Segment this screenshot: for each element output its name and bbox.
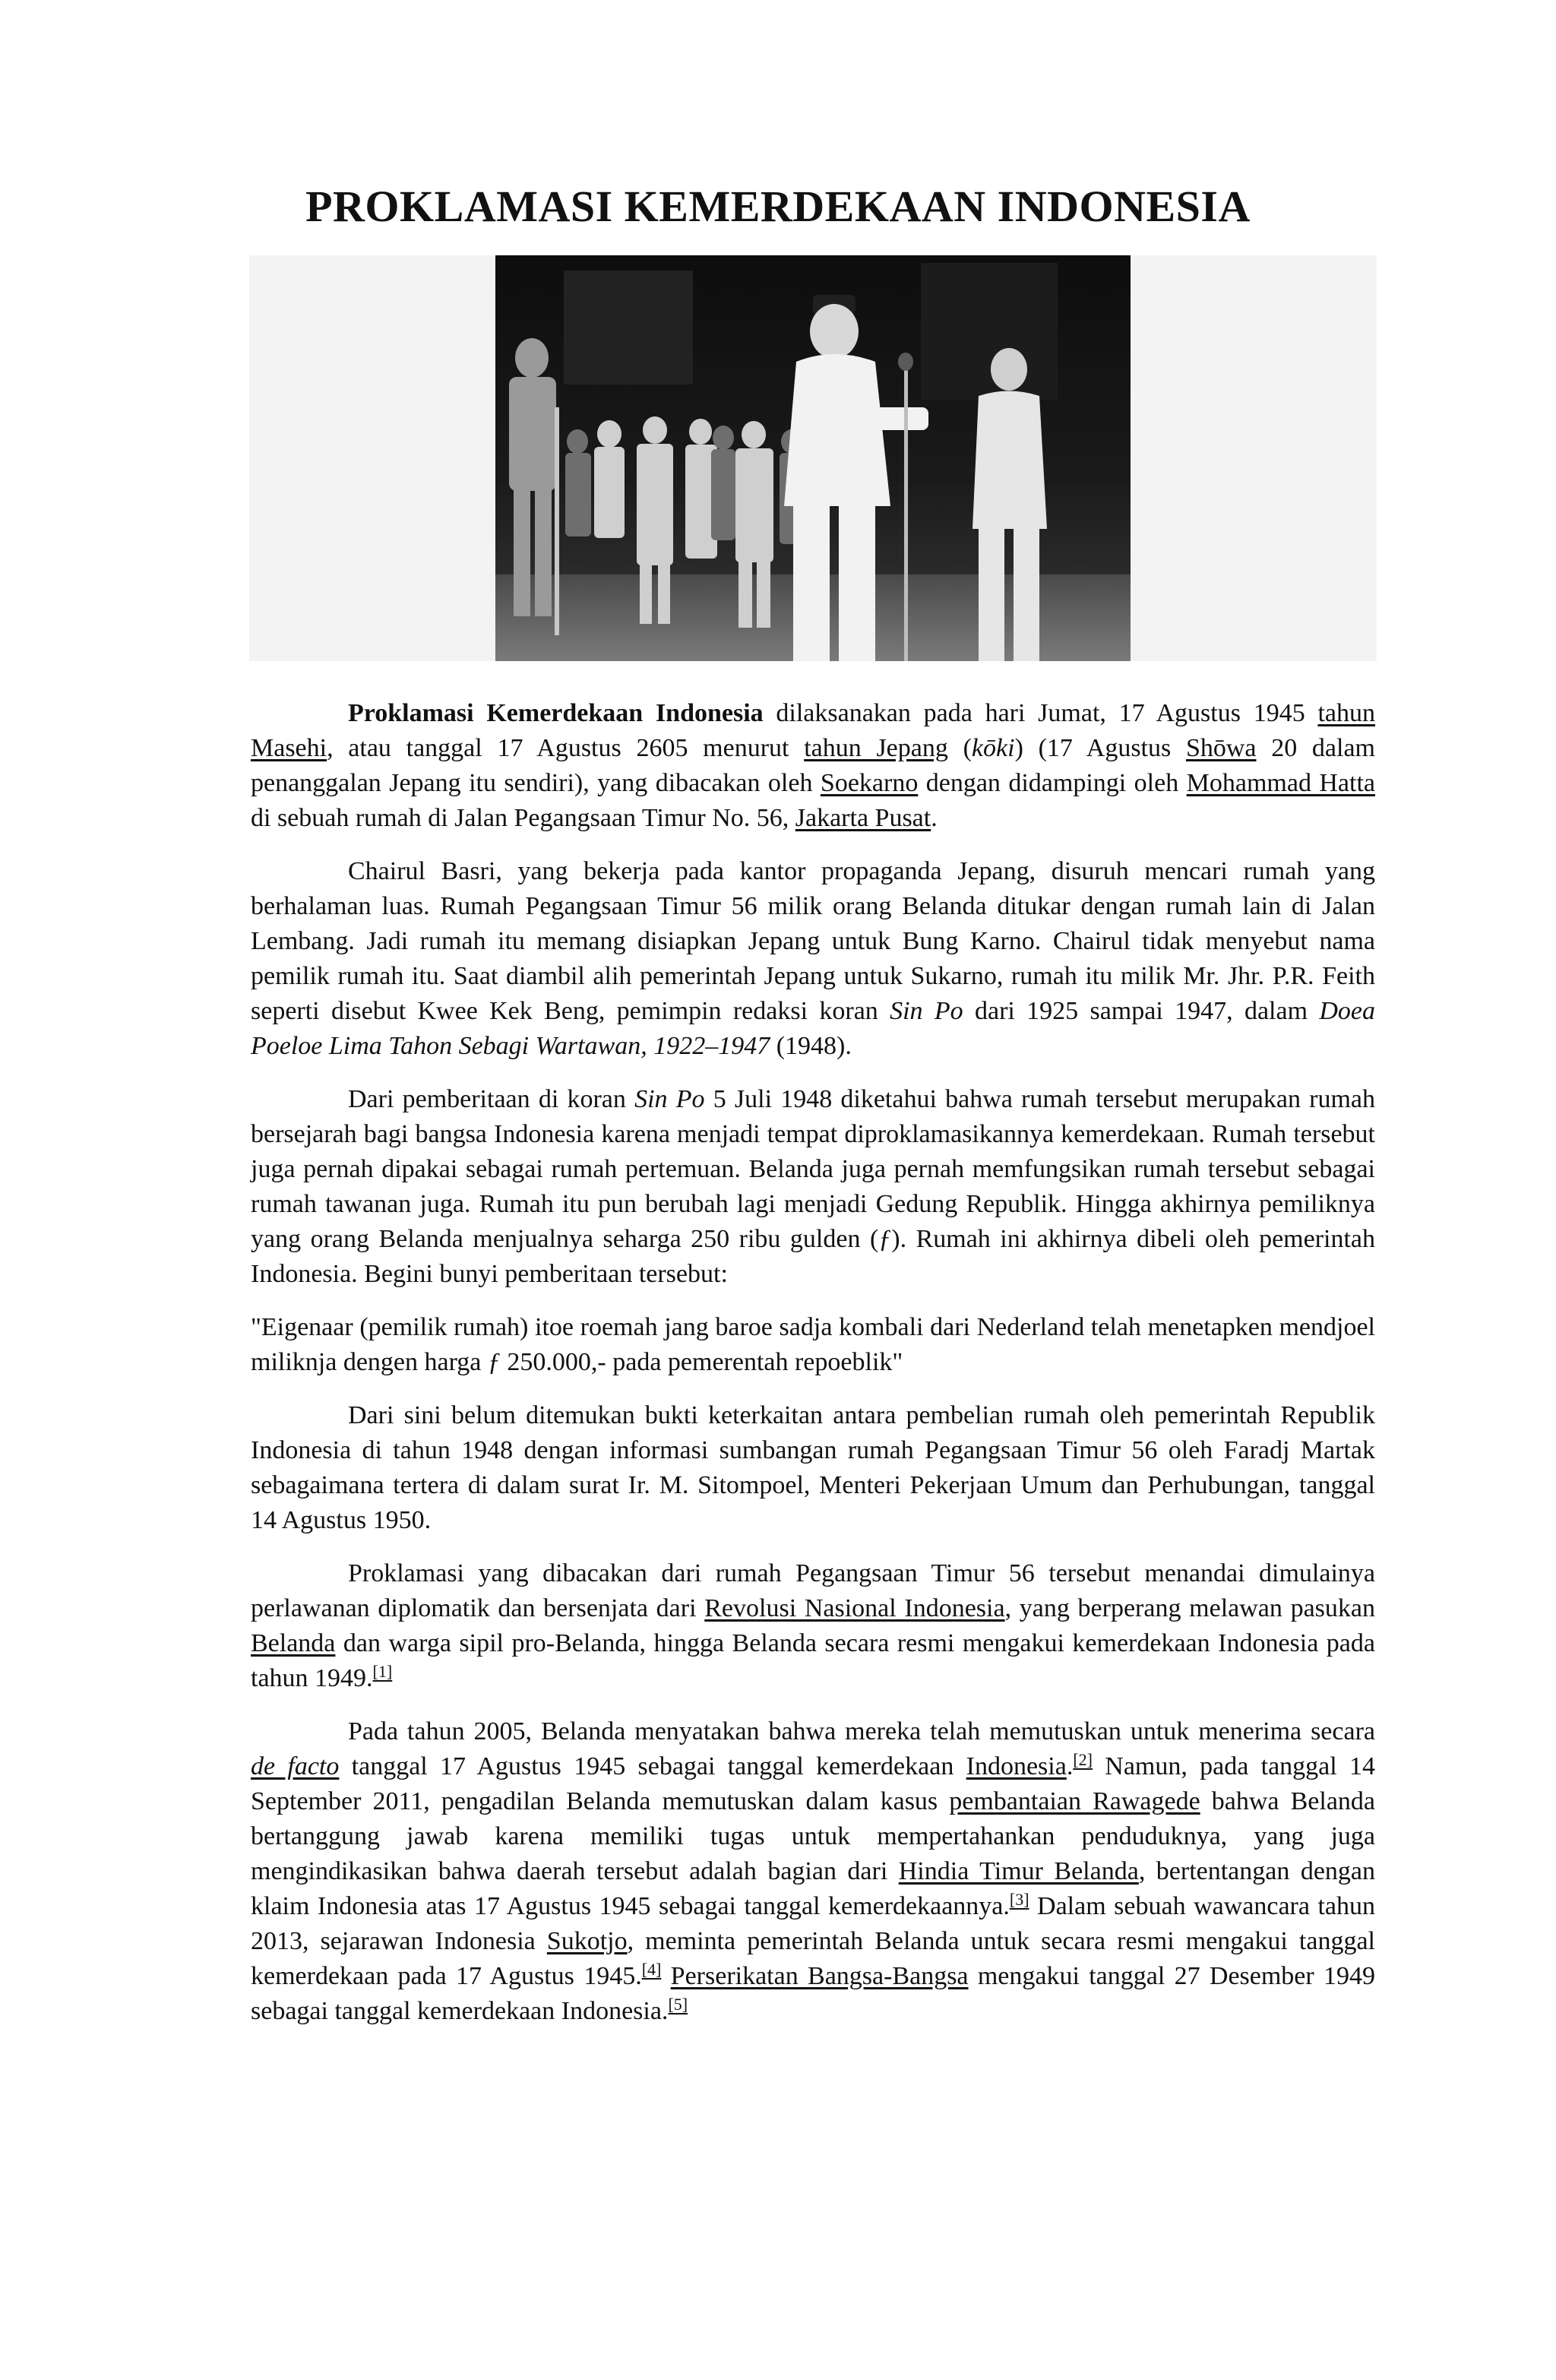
reference-link-1[interactable]: [1] <box>372 1662 393 1681</box>
text: 20 dalam penanggalan Jepang itu sendiri), yang dibacakan oleh <box>251 734 1376 797</box>
text <box>661 1962 670 1990</box>
text: tanggal 17 Agustus 1945 sebagai tanggal kemerdekaan <box>339 1752 966 1780</box>
link-mohammad-hatta[interactable]: Mohammad Hatta <box>1186 769 1375 797</box>
text: Pada tahun 2005, Belanda menyatakan bahwa mereka telah memutuskan untuk menerima secara <box>348 1717 1375 1745</box>
link-tahun-jepang[interactable]: tahun Jepang <box>804 734 948 762</box>
text: Namun, pada tanggal 14 September 2011, pengadilan Belanda memutuskan dalam kasus <box>251 1752 1375 1815</box>
link-sukotjo[interactable]: Sukotjo <box>546 1927 628 1955</box>
text: , yang berperang melawan pasukan <box>1004 1594 1375 1622</box>
link-soekarno[interactable]: Soekarno <box>820 769 919 797</box>
italic-book-title: Doea Poeloe Lima Tahon Sebagi Wartawan, 1922–1947 <box>251 997 1375 1060</box>
text: dilaksanakan pada hari Jumat, 17 Agustus 1945 <box>763 699 1318 727</box>
text: . <box>1066 1752 1074 1780</box>
italic-term: kōki <box>971 734 1015 762</box>
text: ). Rumah ini akhirnya dibeli oleh pemerintah Indonesia. Begini bunyi pemberitaan tersebut: <box>251 1225 1376 1288</box>
reference-link-3[interactable]: [3] <box>1009 1890 1029 1909</box>
text: ) (17 Agustus <box>1014 734 1186 762</box>
link-de-facto[interactable]: de facto <box>251 1752 340 1780</box>
reference <box>373 1662 393 1681</box>
text: di sebuah rumah di Jalan Pegangsaan Timur No. 56, <box>251 804 795 832</box>
text: Dari pemberitaan di koran <box>348 1085 635 1113</box>
reference-link-2[interactable]: [2] <box>1073 1750 1093 1769</box>
text: Dari sini belum ditemukan bukti keterkaitan antara pembelian rumah oleh pemerintah Republik Indonesia di tahun 1948 dengan informasi sumbangan rumah Pegangsaan Timur 56 oleh Faradj Martak sebagaimana tertera di dalam surat Ir. M. Sitompoel, Menteri Pekerjaan Umum dan Perhubungan, tanggal 14 Agustus 1950. <box>251 1401 1375 1534</box>
link-hindia-timur-belanda[interactable]: Hindia Timur Belanda <box>898 1857 1139 1885</box>
text: "Eigenaar (pemilik rumah) itoe roemah jang baroe sadja kombali dari Nederland telah menetapken mendjoel miliknja dengen harga <box>251 1313 1375 1376</box>
reference-link-4[interactable]: [4] <box>641 1960 662 1979</box>
article-subject: Proklamasi Kemerdekaan Indonesia <box>348 699 764 727</box>
text: 250.000,- pada pemerentah repoeblik" <box>500 1348 903 1376</box>
text: , meminta pemerintah Belanda untuk secara resmi mengakui tanggal kemerdekaan pada 17 Agustus 1945. <box>251 1927 1375 1990</box>
text: Proklamasi yang dibacakan dari rumah Pegangsaan Timur 56 tersebut menandai dimulainya perlawanan diplomatik dan bersenjata dari <box>251 1559 1375 1622</box>
link-belanda[interactable]: Belanda <box>251 1629 336 1657</box>
text: (1948). <box>770 1032 852 1060</box>
paragraph-5 <box>251 1398 1375 1538</box>
text: ( <box>947 734 972 762</box>
italic-term: Sin Po <box>634 1085 705 1113</box>
italic-term: Sin Po <box>890 997 963 1025</box>
reference <box>1073 1750 1093 1769</box>
paragraph-1 <box>251 696 1375 836</box>
text: 5 Juli 1948 diketahui bahwa rumah tersebut merupakan rumah bersejarah bagi bangsa Indonesia karena menjadi tempat diproklamasikannya kemerdekaan. Rumah tersebut juga pernah dipakai sebagai rumah pertemuan. Belanda juga pernah memfungsikan rumah tersebut sebagai rumah tawanan juga. Rumah itu pun berubah lagi menjadi Gedung Republik. Hingga akhirnya pemiliknya yang orang Belanda menjualnya seharga 250 ribu gulden ( <box>251 1085 1376 1253</box>
text: Chairul Basri, yang bekerja pada kantor propaganda Jepang, disuruh mencari rumah yang berhalaman luas. Rumah Pegangsaan Timur 56 milik orang Belanda ditukar dengan rumah lain di Jalan Lembang. Jadi rumah itu memang disiapkan Jepang untuk Bung Karno. Chairul tidak menyebut nama pemilik rumah itu. Saat diambil alih pemerintah Jepang untuk Sukarno, rumah itu milik Mr. Jhr. P.R. Feith seperti disebut Kwee Kek Beng, pemimpin redaksi koran <box>251 857 1375 1025</box>
link-perserikatan-bangsa-bangsa[interactable]: Perserikatan Bangsa-Bangsa <box>670 1962 969 1990</box>
italic-term: ƒ <box>878 1225 892 1253</box>
paragraph-2 <box>251 854 1375 1064</box>
text: mengakui tanggal 27 Desember 1949 sebagai tanggal kemerdekaan Indonesia. <box>251 1962 1376 2025</box>
text: Dalam sebuah wawancara tahun 2013, sejarawan Indonesia <box>251 1892 1375 1955</box>
proclamation-photo <box>495 255 1131 661</box>
article-body <box>251 696 1375 2047</box>
reference <box>668 1995 688 2014</box>
link-pembantaian-rawagede[interactable]: pembantaian Rawagede <box>949 1787 1200 1815</box>
reference <box>1010 1890 1029 1909</box>
text: bahwa Belanda bertanggung jawab karena memiliki tugas untuk mempertahankan penduduknya, yang juga mengindikasikan bahwa daerah tersebut adalah bagian dari <box>251 1787 1376 1885</box>
link-revolusi-nasional-indonesia[interactable]: Revolusi Nasional Indonesia <box>704 1594 1005 1622</box>
text: , bertentangan dengan klaim Indonesia atas 17 Agustus 1945 sebagai tanggal kemerdekaannya. <box>251 1857 1376 1920</box>
photo-frame <box>249 255 1377 661</box>
paragraph-6 <box>251 1556 1375 1696</box>
link-jakarta-pusat[interactable]: Jakarta Pusat <box>795 804 931 832</box>
text: , atau tanggal 17 Agustus 2605 menurut <box>327 734 805 762</box>
text: dari 1925 sampai 1947, dalam <box>963 997 1320 1025</box>
reference-link-5[interactable]: [5] <box>668 1995 688 2014</box>
text: . <box>931 804 938 832</box>
paragraph-7 <box>251 1714 1375 2029</box>
page-title: PROKLAMASI KEMERDEKAAN INDONESIA <box>305 182 1251 231</box>
reference <box>642 1960 662 1979</box>
text: dan warga sipil pro-Belanda, hingga Belanda secara resmi mengakui kemerdekaan Indonesia pada tahun 1949. <box>251 1629 1375 1692</box>
quote-paragraph <box>251 1310 1375 1380</box>
link-showa[interactable]: Shōwa <box>1185 734 1257 762</box>
link-indonesia[interactable]: Indonesia <box>966 1752 1067 1780</box>
paragraph-3 <box>251 1082 1375 1292</box>
italic-term: ƒ <box>487 1348 501 1376</box>
link-tahun-masehi[interactable]: tahun Masehi <box>251 699 1375 762</box>
text: dengan didampingi oleh <box>918 769 1187 797</box>
